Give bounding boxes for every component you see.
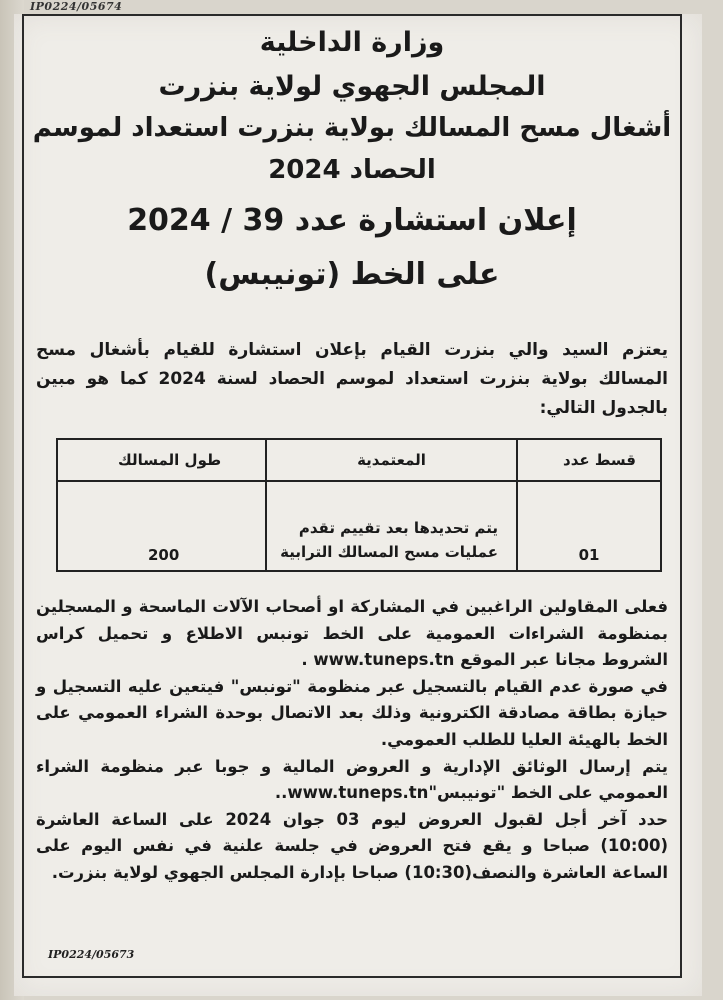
cell-length: 200 — [57, 481, 266, 571]
paragraph-participation: فعلى المقاولين الراغبين في المشاركة او أصحاب الآلات الماسحة و المسجلين بمنظومة الشراءات العمومية على الخط تونبس الاطلاع و تحميل كراس الشروط مجانا عبر الموقع www.tuneps.tn . — [36, 597, 668, 670]
header-delegation: المعتمدية — [266, 439, 517, 481]
project-title-cont: الحصاد 2024 — [268, 155, 436, 185]
online-platform-title: على الخط (تونيبس) — [204, 257, 500, 292]
project-title: أشغال مسح المسالك بولاية بنزرت استعداد لموسم — [32, 113, 672, 143]
consultation-title: إعلان استشارة عدد 39 / 2024 — [127, 203, 577, 238]
cell-lot: 01 — [517, 481, 661, 571]
cell-delegation: يتم تحديدها بعد تقييم تقدم عمليات مسح المسالك الترابية — [266, 481, 517, 571]
announcement — [22, 14, 682, 978]
header-length: طول المسالك — [57, 439, 266, 481]
body-paragraphs — [36, 594, 668, 887]
intro-paragraph: يعتزم السيد والي بنزرت القيام بإعلان استشارة للقيام بأشغال مسح المسالك بولاية بنزرت استعداد لموسم الحصاد لسنة 2024 كما هو مبين بالجدول التالي: — [36, 340, 668, 418]
table-row — [57, 481, 661, 571]
council-title: المجلس الجهوي لولاية بنزرت — [158, 71, 546, 102]
paragraph-registration: في صورة عدم القيام بالتسجيل عبر منظومة "تونبس" فيتعين عليه التسجيل و حيازة بطاقة مصادقة الكترونية وذلك بعد الاتصال بوحدة الشراء العمومي على الخط بالهيئة العليا للطلب العمومي. — [36, 676, 668, 749]
paragraph-deadline: حدد آخر أجل لقبول العروض ليوم 03 جوان 2024 على الساعة العاشرة (10:00) صباحا و يقع فتح العروض في جلسة علنية في نفس اليوم على الساعة العاشرة والنصف(10:30) صباحا بإدارة المجلس الجهوي لولاية بنزرت. — [36, 809, 668, 882]
bottom-reference-code: IP0224/05673 — [48, 948, 135, 961]
table-header-row — [57, 439, 661, 481]
top-reference-code: IP0224/05674 — [30, 0, 123, 13]
header-lot: قسط عدد — [517, 439, 661, 481]
lots-table — [56, 438, 662, 572]
ministry-title: وزارة الداخلية — [259, 27, 445, 58]
paragraph-submission: يتم إرسال الوثائق الإدارية و العروض المالية و جوبا عبر منظومة الشراء العمومي على الخط "تونيبس"www.tuneps.tn.. — [36, 756, 668, 803]
